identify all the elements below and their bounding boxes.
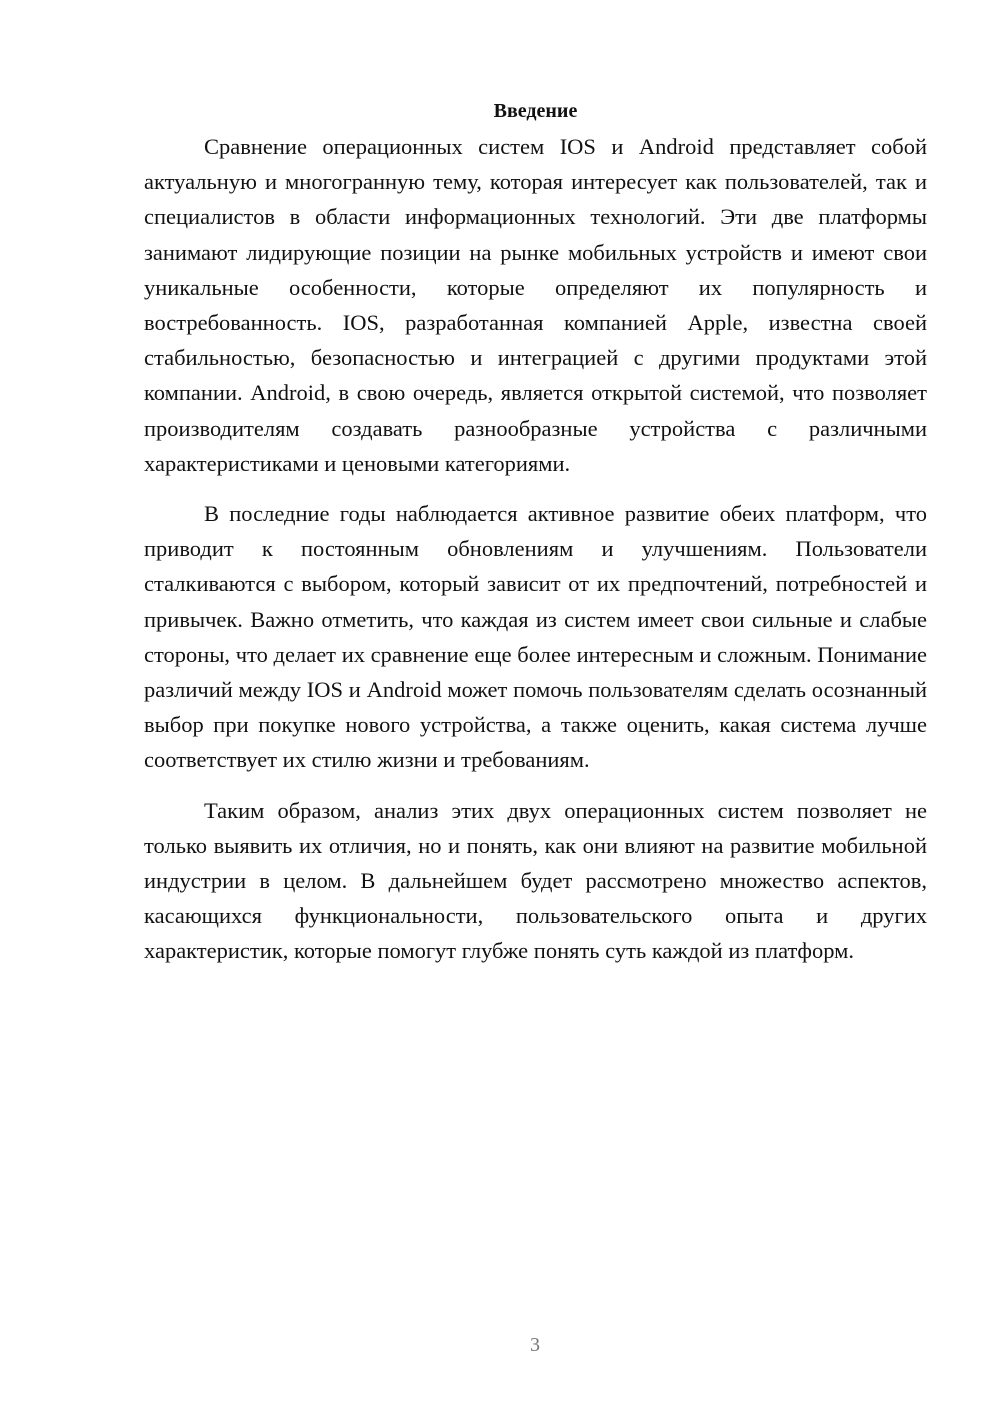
paragraph-3: Таким образом, анализ этих двух операционных систем позволяет не только выявить их отличия, но и понять, как они влияют на развитие мобильной индустрии в целом. В дальнейшем будет рассмотрено множество аспектов, касающихся функциональности, пользовательского опыта и других характеристик, которые помогут глубже понять суть каждой из платформ. (144, 797, 927, 964)
paragraph-2: В последние годы наблюдается активное развитие обеих платформ, что приводит к постоянным обновлениям и улучшениям. Пользователи сталкиваются с выбором, который зависит от их предпочтений, потребностей и привычек. Важно отметить, что каждая из систем имеет свои сильные и слабые стороны, что делает их сравнение еще более интересным и сложным. Понимание различий между IOS и Android может помочь пользователям сделать осознанный выбор при покупке нового устройства, а также оценить, какая система лучше соответствует их стилю жизни и требованиям. (144, 501, 927, 773)
page-number: 3 (530, 1334, 540, 1356)
page-content (144, 96, 927, 969)
paragraph-1: Сравнение операционных систем IOS и Android представляет собой актуальную и многогранную тему, которая интересует как пользователей, так и специалистов в области информационных технологий. Эти две платформы занимают лидирующие позиции на рынке мобильных устройств и имеют свои уникальные особенности, которые определяют их популярность и востребованность. IOS, разработанная компанией Apple, известна своей стабильностью, безопасностью и интеграцией с другими продуктами этой компании. Android, в свою очередь, является открытой системой, что позволяет производителям создавать разнообразные устройства с различными характеристиками и ценовыми категориями. (144, 134, 927, 476)
section-title: Введение (493, 100, 578, 122)
